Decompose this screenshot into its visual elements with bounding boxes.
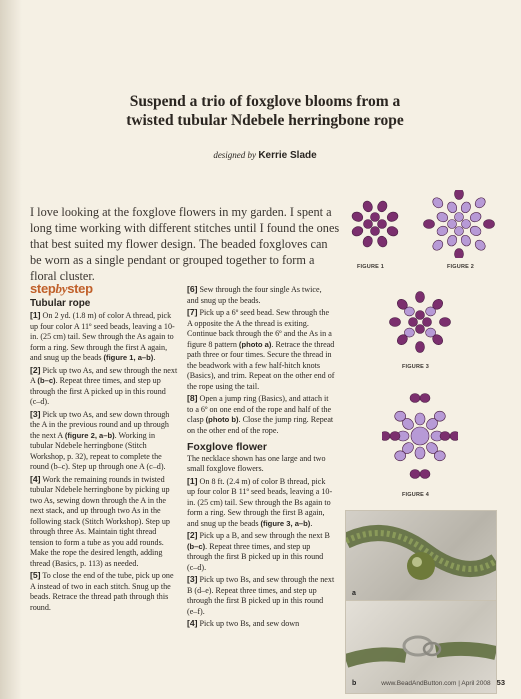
step-list <box>187 284 335 436</box>
step-text: Sew through the four single As twice, and snug up the beads. <box>187 285 322 305</box>
text-column-1 <box>30 281 178 614</box>
bead <box>351 210 365 223</box>
bead <box>415 413 425 425</box>
bead <box>376 200 389 214</box>
photo-a: a <box>345 510 497 604</box>
bead <box>416 311 425 320</box>
intro-paragraph: I love looking at the foxglove flowers in my garden. I spent a long time working with different stitches until I found the ones that best suited my flower design. The beaded foxgloves can be worn as a single pendant or grouped together to form a floral cluster. <box>30 205 340 283</box>
bead <box>455 190 464 200</box>
bead <box>436 211 450 224</box>
bead <box>410 394 420 403</box>
step-text: Pick up two As, and sew through the next A <box>30 365 178 385</box>
bead <box>361 200 374 214</box>
bead <box>446 234 459 248</box>
figure-reference: (photo a) <box>238 339 272 349</box>
step-number: [2] <box>30 364 41 375</box>
bead <box>416 342 425 353</box>
article-title: Suspend a trio of foxglove blooms from a twisted tubular Ndebele herringbone rope <box>126 93 404 129</box>
bead <box>386 210 400 223</box>
step-text: . Close the jump ring. Repeat on the other end of the rope. <box>187 415 334 435</box>
instruction-step <box>187 454 335 475</box>
figure-reference: (photo b) <box>205 415 239 424</box>
bead <box>409 318 418 327</box>
step-text: . Working in tubular Ndebele herringbone (Stitch Workshop, p. 32), repeat to complete the round (b–c). Step up through one A (c–d). <box>30 430 166 471</box>
byline: designed by Kerrie Slade <box>213 150 317 161</box>
bead <box>469 225 483 238</box>
step-text: Open a jump ring (Basics), and attach it to a 6º on one end of the rope and half of the clasp <box>187 394 332 424</box>
instruction-step <box>187 574 335 617</box>
instruction-step <box>187 476 335 530</box>
instruction-step <box>30 310 178 364</box>
step-text: On 8 ft. (2.4 m) of color B thread, pick up four color B 11º seed beads, leaving a 10-in. (25 cm) tail. Sew through the Bs again to form a ring. Sew through the first B again, and snug up the beads <box>187 476 333 528</box>
bead <box>420 470 430 479</box>
bead <box>416 325 425 334</box>
step-text: Pick up a 6º seed bead. Sew through the A opposite the A the thread is exiting. Continue back through the 6º and the As in a figure 8 pattern <box>187 308 332 349</box>
bead <box>378 220 387 229</box>
step-number: [8] <box>187 393 198 403</box>
step-number: [4] <box>187 618 198 628</box>
step-text: Pick up two Bs, and sew through the next B (d–e). Repeat three times, and step up through the first B picked up in this round (e–f). <box>187 575 335 616</box>
bead <box>351 225 365 238</box>
bead <box>484 220 495 229</box>
bead <box>460 201 473 215</box>
bead <box>390 318 401 327</box>
bead <box>411 427 429 445</box>
figure-reference: (figure 3, a–b) <box>260 518 311 528</box>
step-text: . Retrace the thread path three or four times. Secure the thread in the beadwork with a few half-hitch knots (Basics), and trim. Repeat on the other end of the rope using the tail. <box>187 339 335 391</box>
rope-end-bead-image <box>346 511 496 603</box>
figure-4-caption: FIGURE 4 <box>402 492 429 498</box>
step-number: [2] <box>187 530 198 540</box>
figure-2-diagram <box>418 190 500 258</box>
figure-reference: (figure 2, a–b) <box>64 430 115 440</box>
step-text: Pick up two Bs, and sew down <box>197 619 300 628</box>
step-number: [1] <box>30 310 41 320</box>
bead <box>382 432 390 441</box>
step-number: [6] <box>187 284 198 294</box>
bead <box>371 213 380 222</box>
bead <box>423 318 432 327</box>
bead <box>434 411 445 421</box>
footer-site: www.BeadAndButton.com | April 2008 <box>381 680 491 687</box>
bead <box>364 220 373 229</box>
page-footer <box>330 678 505 687</box>
step-text: . Repeat three times, and step up through the first B picked up in this round (c–d). <box>187 541 324 572</box>
step-number: [3] <box>187 574 198 584</box>
section-heading-foxglove-flower: Foxglove flower <box>187 441 267 453</box>
bead <box>440 432 450 441</box>
bead <box>473 196 487 210</box>
bead <box>446 201 459 215</box>
bead <box>431 238 445 252</box>
bead <box>431 196 445 210</box>
figure-reference: (figure 1, a–b) <box>103 353 154 362</box>
bead <box>416 292 425 303</box>
bead <box>434 451 445 461</box>
bead <box>455 227 464 236</box>
bead <box>395 411 406 421</box>
section-heading-tubular-rope: Tubular rope <box>30 297 91 309</box>
step-text: Pick up a B, and sew through the next B <box>197 531 330 540</box>
bead <box>462 220 471 229</box>
step-text: The necklace shown has one large and two small foxglove flowers. <box>187 453 326 473</box>
bead <box>390 432 400 441</box>
instruction-step <box>30 570 178 613</box>
step-number: [1] <box>187 475 198 486</box>
bead <box>469 211 483 224</box>
bead <box>460 234 473 248</box>
figure-1-caption: FIGURE 1 <box>357 264 384 270</box>
instruction-step <box>30 474 178 570</box>
instruction-step <box>187 284 335 306</box>
bead <box>386 225 400 238</box>
bead <box>455 213 464 222</box>
step-text: To close the end of the tube, pick up one A instead of two in each stitch. Snug up the beads. Retrace the thread path through this round. <box>30 571 174 612</box>
step-number: [4] <box>30 473 41 484</box>
instruction-step <box>30 365 178 408</box>
instruction-step <box>30 409 178 473</box>
step-number: [5] <box>30 570 41 580</box>
step-text: Pick up two As, and sew down through the A in the previous round and up through the next A <box>30 409 170 440</box>
page-fold-shadow <box>0 0 22 699</box>
bead <box>371 227 380 236</box>
bead <box>436 225 450 238</box>
bead <box>376 235 389 249</box>
instruction-step <box>187 530 335 573</box>
figure-3-diagram <box>388 290 452 354</box>
page-number: 53 <box>496 678 505 687</box>
step-number: [3] <box>30 408 41 419</box>
bead <box>450 432 458 441</box>
step-text: . <box>153 353 156 362</box>
step-list <box>30 310 178 613</box>
step-number: [7] <box>187 307 198 317</box>
bead <box>455 249 464 259</box>
step-list <box>187 454 335 630</box>
bead <box>361 235 374 249</box>
figure-2-caption: FIGURE 2 <box>447 264 474 270</box>
text-column-2 <box>187 284 335 631</box>
bead <box>473 238 487 252</box>
figure-3-caption: FIGURE 3 <box>402 364 429 370</box>
photo-b: b <box>345 600 497 694</box>
instruction-step <box>187 393 335 436</box>
figure-1-diagram <box>340 190 410 258</box>
bead <box>448 220 457 229</box>
step-text: . Repeat three times, and step up through the first A picked up in this round (c–d). <box>30 376 166 406</box>
figure-reference: (b–c) <box>37 376 56 385</box>
figure-reference: (b–c) <box>187 541 206 551</box>
instruction-step <box>187 618 335 630</box>
step-by-step-heading: stepbystep <box>30 281 93 296</box>
step-text: . <box>310 518 313 528</box>
figure-4-diagram <box>382 390 458 482</box>
step-text: Work the remaining rounds in twisted tubular Ndebele herringbone by picking up two As, sewing down through the A in the next stack, and up through two As in the following stack (Stitch Workshop). Step up through three As. Maintain tight thread tension to form a tube as you add rounds. Make the rope the desired length, adding thread (Basics, p. 113) as needed. <box>30 474 170 568</box>
bead <box>415 447 425 459</box>
author-name: Kerrie Slade <box>258 150 317 161</box>
bead <box>410 470 420 479</box>
bead <box>424 220 435 229</box>
bead <box>440 318 451 327</box>
instruction-step <box>187 307 335 392</box>
bead <box>395 451 406 461</box>
step-text: On 2 yd. (1.8 m) of color A thread, pick up four color A 11º seed beads, leaving a 10-in. (25 cm) tail. Sew through the As again to form a ring. Sew through the first A again, and snug up the beads <box>30 311 175 362</box>
bead <box>420 394 430 403</box>
